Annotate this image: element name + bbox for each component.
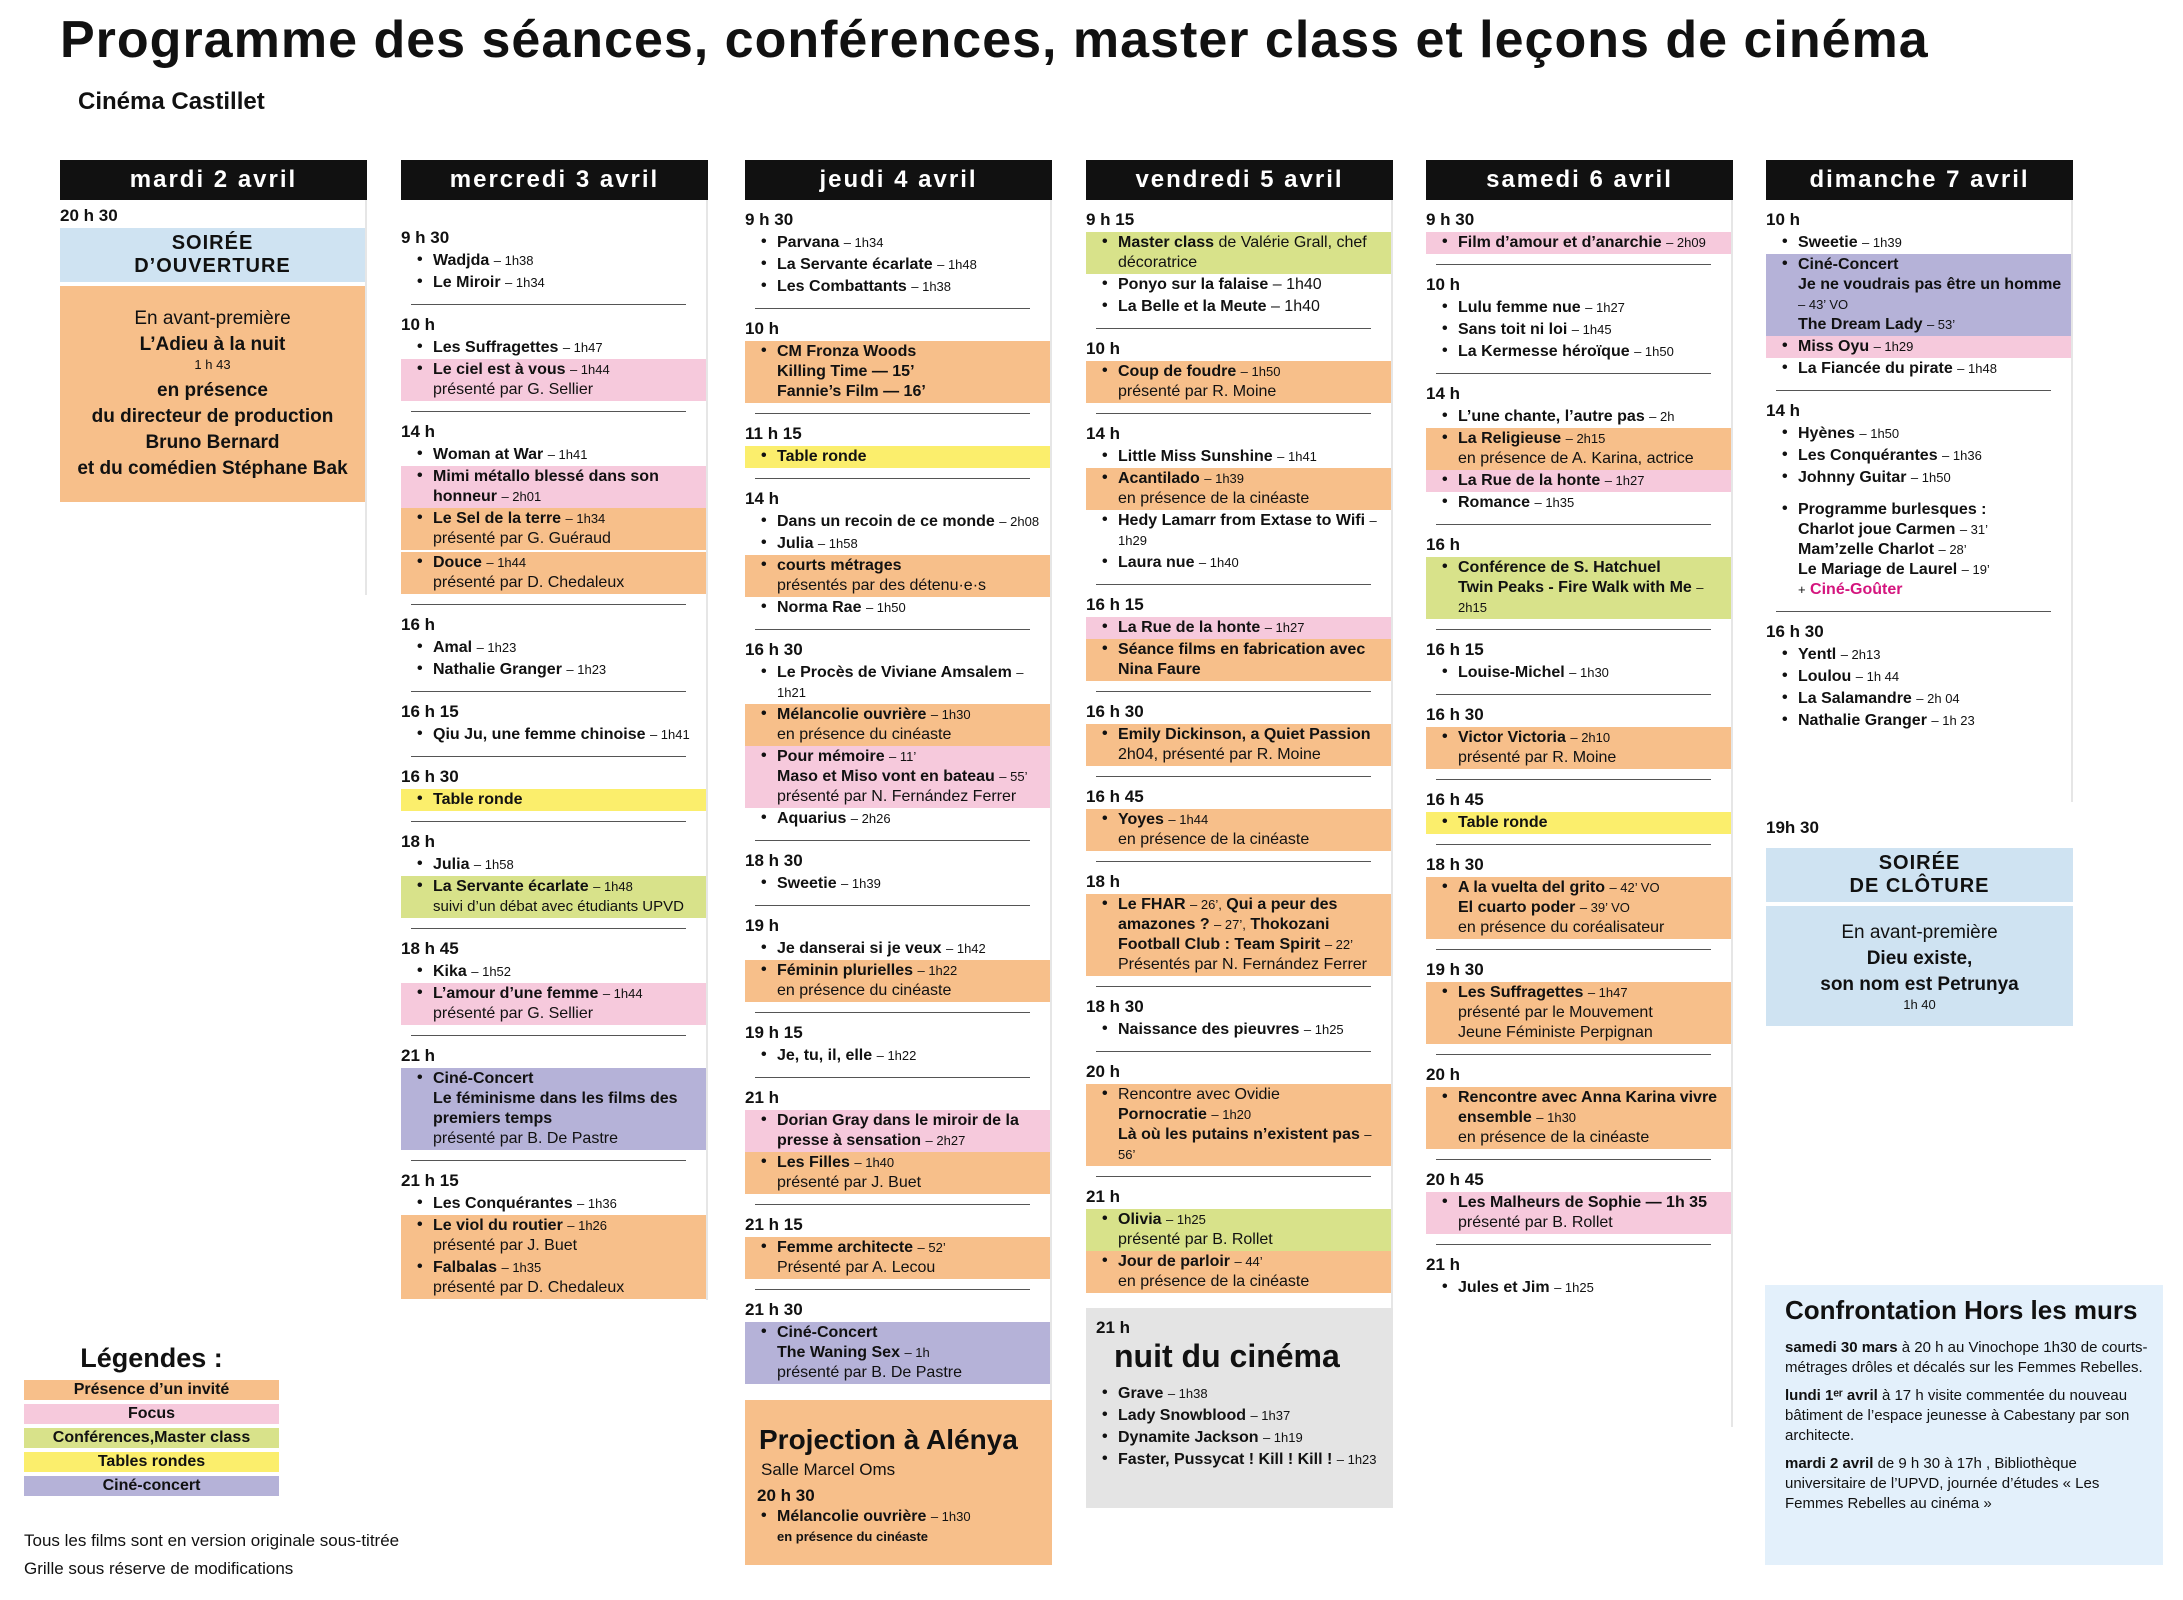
slot-time: 11 h 15 bbox=[745, 424, 802, 443]
slot-time: 21 h bbox=[745, 1088, 780, 1107]
legend-title: Légendes : bbox=[80, 1343, 223, 1373]
film-entry: • Le Procès de Viviane Amsalem – 1h21 bbox=[745, 662, 1050, 704]
slot-time: 9 h 30 bbox=[1426, 210, 1475, 229]
film-entry: • Ponyo sur la falaise – 1h40 bbox=[1086, 274, 1391, 296]
film-entry: • Naissance des pieuvres – 1h25 bbox=[1086, 1019, 1391, 1041]
slot-time: 10 h bbox=[745, 319, 780, 338]
day-header: jeudi 4 avril bbox=[745, 160, 1052, 200]
film-entry: • Amal – 1h23 bbox=[401, 637, 706, 659]
slot-time: 9 h 15 bbox=[1086, 210, 1135, 229]
slot-time: 10 h bbox=[1426, 275, 1461, 294]
slot-time: 19 h 30 bbox=[1426, 960, 1484, 979]
film-entry: • Lulu femme nue – 1h27 bbox=[1426, 297, 1731, 319]
slot-time: 16 h 30 bbox=[401, 767, 459, 786]
opening-title: SOIRÉE D’OUVERTURE bbox=[60, 228, 365, 282]
day-header: mardi 2 avril bbox=[60, 160, 367, 200]
slot-time: 16 h bbox=[1426, 535, 1461, 554]
film-title: L’Adieu à la nuit bbox=[139, 334, 286, 355]
film-entry: • Mélancolie ouvrière – 1h30 en présence du cinéaste bbox=[745, 704, 1050, 746]
legend-item-conferences: Conférences,Master class bbox=[24, 1428, 279, 1448]
slot-time: 21 h 15 bbox=[401, 1171, 459, 1190]
film-entry: • Grave – 1h38 bbox=[1086, 1383, 1393, 1405]
film-entry: • La Belle et la Meute – 1h40 bbox=[1086, 296, 1391, 318]
conference-entry: • Conférence de S. Hatchuel Twin Peaks - Fire Walk with Me – 2h15 bbox=[1426, 557, 1731, 619]
confrontation-box: Confrontation Hors les murs samedi 30 mars à 20 h au Vinochope 1h30 de courts-métrages drôles et décalés sur les Femmes Rebelles. lundi 1ᵉʳ avril à 17 h visite commentée du nouveau bâtiment de l’espace jeunesse à Cabestany par son architecte. mardi 2 avril de 9 h 30 à 17h , Bibliothèque universitaire de l’UPVD, journée d’études « Les Femmes Rebelles au cinéma » bbox=[1765, 1285, 2163, 1565]
slot-time: 16 h 30 bbox=[1426, 705, 1484, 724]
film-entry: • Parvana – 1h34 bbox=[745, 232, 1050, 254]
film-entry: • Kika – 1h52 bbox=[401, 961, 706, 983]
cine-concert-entry: • Ciné-Concert Je ne voudrais pas être un homme – 43’ VO The Dream Lady – 53’ bbox=[1766, 254, 2071, 336]
film-entry: • Le FHAR – 26’, Qui a peur des amazones ? – 27’, Thokozani Football Club : Team Spirit – 22’ Présentés par N. Fernández Ferrer bbox=[1086, 894, 1391, 976]
venue-name: Cinéma Castillet bbox=[78, 88, 265, 115]
film-entry: • Coup de foudre – 1h50 présenté par R. Moine bbox=[1086, 361, 1391, 403]
film-entry: • Le Miroir – 1h34 bbox=[401, 272, 706, 294]
slot-time: 21 h bbox=[1086, 1187, 1121, 1206]
film-entry: • La Rue de la honte – 1h27 bbox=[1086, 617, 1391, 639]
footer-notes: Tous les films sont en version originale sous-titrée Grille sous réserve de modifications bbox=[24, 1531, 400, 1578]
slot-time: 16 h 30 bbox=[1086, 702, 1144, 721]
film-entry: • L’amour d’une femme – 1h44 présenté par G. Sellier bbox=[401, 983, 706, 1025]
day-column-mardi bbox=[60, 160, 367, 595]
day-column-dimanche bbox=[1766, 160, 2073, 1026]
day-column-samedi bbox=[1426, 160, 1733, 1427]
legend-item-tables-rondes: Tables rondes bbox=[24, 1452, 279, 1472]
film-entry: • La Religieuse – 2h15 en présence de A. Karina, actrice bbox=[1426, 428, 1731, 470]
day-header: dimanche 7 avril bbox=[1766, 160, 2073, 200]
film-entry: • Programme burlesques : Charlot joue Carmen – 31’ Mam’zelle Charlot – 28’ Le Mariage de Laurel – 19’ + Ciné-Goûter bbox=[1766, 499, 2071, 601]
film-entry: • Qiu Ju, une femme chinoise – 1h41 bbox=[401, 724, 706, 746]
film-entry: • Miss Oyu – 1h29 bbox=[1766, 336, 2071, 358]
film-entry: • Sans toit ni loi – 1h45 bbox=[1426, 319, 1731, 341]
slot-time: 20 h bbox=[1426, 1065, 1461, 1084]
film-entry: • Woman at War – 1h41 bbox=[401, 444, 706, 466]
film-entry: • Victor Victoria – 2h10 présenté par R. Moine bbox=[1426, 727, 1731, 769]
slot-time: 14 h bbox=[745, 489, 780, 508]
film-entry: • Femme architecte – 52’ Présenté par A. Lecou bbox=[745, 1237, 1050, 1279]
film-entry: • Je danserai si je veux – 1h42 bbox=[745, 938, 1050, 960]
slot-time: 20 h 30 bbox=[60, 206, 118, 225]
slot-time: 21 h 15 bbox=[745, 1215, 803, 1234]
slot-time: 16 h 45 bbox=[1426, 790, 1484, 809]
master-class-entry: • Master class de Valérie Grall, chef décoratrice bbox=[1086, 232, 1391, 274]
film-entry: • Pour mémoire – 11’ Maso et Miso vont en bateau – 55’ présenté par N. Fernández Ferrer bbox=[745, 746, 1050, 808]
film-entry: • Dynamite Jackson – 1h19 bbox=[1086, 1427, 1393, 1449]
nuit-du-cinema-box: 21 h nuit du cinéma • Grave – 1h38 • Lady Snowblood – 1h37 • Dynamite Jackson – 1h19 • Faster, Pussycat ! Kill ! Kill ! – 1h23 bbox=[1086, 1308, 1393, 1508]
film-entry: • Rencontre avec Anna Karina vivre ensemble – 1h30 en présence de la cinéaste bbox=[1426, 1087, 1731, 1149]
film-entry: • Louise-Michel – 1h30 bbox=[1426, 662, 1731, 684]
film-entry: • Loulou – 1h 44 bbox=[1766, 666, 2071, 688]
film-entry: • Lady Snowblood – 1h37 bbox=[1086, 1405, 1393, 1427]
film-entry: • Olivia – 1h25 présenté par B. Rollet bbox=[1086, 1209, 1391, 1251]
film-entry: • La Servante écarlate – 1h48 bbox=[745, 254, 1050, 276]
legend-item-focus: Focus bbox=[24, 1404, 279, 1424]
slot-time: 14 h bbox=[1086, 424, 1121, 443]
film-entry: • Le ciel est à vous – 1h44 présenté par G. Sellier bbox=[401, 359, 706, 401]
film-entry: • Les Malheurs de Sophie — 1h 35 présenté par B. Rollet bbox=[1426, 1192, 1731, 1234]
film-entry: • Acantilado – 1h39 en présence de la cinéaste bbox=[1086, 468, 1391, 510]
film-entry: • Le Sel de la terre – 1h34 présenté par G. Guéraud bbox=[401, 508, 706, 550]
slot-time: 18 h bbox=[1086, 872, 1121, 891]
day-column-mercredi bbox=[401, 160, 708, 1300]
film-entry: • Les Suffragettes – 1h47 présenté par le Mouvement Jeune Féministe Perpignan bbox=[1426, 982, 1731, 1044]
film-entry: • Johnny Guitar – 1h50 bbox=[1766, 467, 2071, 489]
film-entry: • Hyènes – 1h50 bbox=[1766, 423, 2071, 445]
film-entry: • Romance – 1h35 bbox=[1426, 492, 1731, 514]
film-entry: • CM Fronza Woods Killing Time — 15’ Fannie’s Film — 16’ bbox=[745, 341, 1050, 403]
film-entry: • courts métrages présentés par des détenu·e·s bbox=[745, 555, 1050, 597]
day-header: samedi 6 avril bbox=[1426, 160, 1733, 200]
film-entry: • Julia – 1h58 bbox=[745, 533, 1050, 555]
film-entry: • Séance films en fabrication avec Nina Faure bbox=[1086, 639, 1391, 681]
film-entry: • Wadjda – 1h38 bbox=[401, 250, 706, 272]
slot-time: 18 h 45 bbox=[401, 939, 459, 958]
slot-time: 14 h bbox=[1766, 401, 1801, 420]
slot-time: 10 h bbox=[1086, 339, 1121, 358]
film-entry: • Féminin plurielles – 1h22 en présence du cinéaste bbox=[745, 960, 1050, 1002]
film-entry: • Hedy Lamarr from Extase to Wifi – 1h29 bbox=[1086, 510, 1391, 552]
slot-time: 18 h 30 bbox=[1426, 855, 1484, 874]
film-entry: • Je, tu, il, elle – 1h22 bbox=[745, 1045, 1050, 1067]
slot-time: 16 h 15 bbox=[401, 702, 459, 721]
film-entry: • La Fiancée du pirate – 1h48 bbox=[1766, 358, 2071, 380]
legend-item-invite: Présence d’un invité bbox=[24, 1380, 279, 1400]
film-entry: • Julia – 1h58 bbox=[401, 854, 706, 876]
slot-time: 18 h 30 bbox=[1086, 997, 1144, 1016]
film-entry: • Nathalie Granger – 1h 23 bbox=[1766, 710, 2071, 732]
slot-time: 18 h 30 bbox=[745, 851, 803, 870]
film-entry: • Film d’amour et d’anarchie – 2h09 bbox=[1426, 232, 1731, 254]
legend-item-cine-concert: Ciné-concert bbox=[24, 1476, 279, 1496]
day-header: mercredi 3 avril bbox=[401, 160, 708, 200]
film-entry: • Mimi métallo blessé dans son honneur – 2h01 bbox=[401, 466, 706, 508]
day-header: vendredi 5 avril bbox=[1086, 160, 1393, 200]
film-entry: • Jules et Jim – 1h25 bbox=[1426, 1277, 1731, 1299]
alenya-projection-box: Projection à Alénya Salle Marcel Oms 20 h 30 • Mélancolie ouvrière – 1h30 en présence du cinéaste bbox=[745, 1400, 1052, 1565]
slot-time: 16 h bbox=[401, 615, 436, 634]
film-entry: • Dorian Gray dans le miroir de la presse à sensation – 2h27 bbox=[745, 1110, 1050, 1152]
film-entry: • Le viol du routier – 1h26 présenté par J. Buet bbox=[401, 1215, 706, 1257]
round-table-entry: • Table ronde bbox=[401, 789, 706, 811]
film-entry: • Rencontre avec Ovidie Pornocratie – 1h20 Là où les putains n’existent pas – 56’ bbox=[1086, 1084, 1391, 1166]
film-entry: • Emily Dickinson, a Quiet Passion 2h04, présenté par R. Moine bbox=[1086, 724, 1391, 766]
film-entry: • Aquarius – 2h26 bbox=[745, 808, 1050, 830]
closing-title: SOIRÉE DE CLÔTURE bbox=[1766, 848, 2073, 902]
film-entry: • Nathalie Granger – 1h23 bbox=[401, 659, 706, 681]
film-entry: • Sweetie – 1h39 bbox=[745, 873, 1050, 895]
slot-time: 10 h bbox=[401, 315, 436, 334]
film-entry: • Mélancolie ouvrière – 1h30 en présence du cinéaste bbox=[745, 1506, 1052, 1548]
cine-concert-entry: • Ciné-Concert The Waning Sex – 1h présenté par B. De Pastre bbox=[745, 1322, 1050, 1384]
slot-time: 20 h bbox=[1086, 1062, 1121, 1081]
film-entry: • Jour de parloir – 44’ en présence de la cinéaste bbox=[1086, 1251, 1391, 1293]
film-entry: • Douce – 1h44 présenté par D. Chedaleux bbox=[401, 552, 706, 594]
film-entry: • Les Conquérantes – 1h36 bbox=[1766, 445, 2071, 467]
film-entry: • Faster, Pussycat ! Kill ! Kill ! – 1h23 bbox=[1086, 1449, 1393, 1471]
film-entry: • Laura nue – 1h40 bbox=[1086, 552, 1391, 574]
confrontation-title: Confrontation Hors les murs bbox=[1785, 1295, 2138, 1325]
film-entry: • A la vuelta del grito – 42’ VO El cuarto poder – 39’ VO en présence du coréalisateur bbox=[1426, 877, 1731, 939]
slot-time: 16 h 30 bbox=[745, 640, 803, 659]
film-entry: • Les Suffragettes – 1h47 bbox=[401, 337, 706, 359]
cine-concert-entry: • Ciné-Concert Le féminisme dans les films des premiers temps présenté par B. De Pastre bbox=[401, 1068, 706, 1150]
slot-time: 21 h bbox=[401, 1046, 436, 1065]
film-entry: • Norma Rae – 1h50 bbox=[745, 597, 1050, 619]
slot-time: 16 h 30 bbox=[1766, 622, 1824, 641]
film-entry: • Sweetie – 1h39 bbox=[1766, 232, 2071, 254]
slot-time: 21 h bbox=[1426, 1255, 1461, 1274]
film-entry: • Les Filles – 1h40 présenté par J. Buet bbox=[745, 1152, 1050, 1194]
slot-time: 16 h 15 bbox=[1426, 640, 1484, 659]
page-title: Programme des séances, conférences, master class et leçons de cinéma bbox=[60, 11, 1929, 69]
film-entry: • L’une chante, l’autre pas – 2h bbox=[1426, 406, 1731, 428]
slot-time: 19 h 15 bbox=[745, 1023, 803, 1042]
closing-film-box: En avant-première Dieu existe, son nom est Petrunya 1h 40 bbox=[1766, 906, 2073, 1026]
opening-film-box: En avant-première L’Adieu à la nuit 1 h 43 en présence du directeur de production Bruno Bernard et du comédien Stéphane Bak bbox=[60, 286, 365, 502]
film-entry: • La Kermesse héroïque – 1h50 bbox=[1426, 341, 1731, 363]
slot-time: 16 h 15 bbox=[1086, 595, 1144, 614]
legend bbox=[24, 1343, 279, 1500]
slot-time: 19h 30 bbox=[1766, 818, 1819, 837]
round-table-entry: • Table ronde bbox=[745, 446, 1050, 468]
day-column-jeudi bbox=[745, 160, 1052, 1402]
film-entry: • La Servante écarlate – 1h48 suivi d’un débat avec étudiants UPVD bbox=[401, 876, 706, 918]
slot-time: 14 h bbox=[401, 422, 436, 441]
film-entry: • Yoyes – 1h44 en présence de la cinéaste bbox=[1086, 809, 1391, 851]
film-entry: • Yentl – 2h13 bbox=[1766, 644, 2071, 666]
slot-time: 20 h 45 bbox=[1426, 1170, 1484, 1189]
film-entry: • La Rue de la honte – 1h27 bbox=[1426, 470, 1731, 492]
film-entry: • Dans un recoin de ce monde – 2h08 bbox=[745, 511, 1050, 533]
slot-time: 9 h 30 bbox=[401, 228, 450, 247]
slot-time: 14 h bbox=[1426, 384, 1461, 403]
film-entry: • Little Miss Sunshine – 1h41 bbox=[1086, 446, 1391, 468]
slot-time: 18 h bbox=[401, 832, 436, 851]
film-entry: • Les Conquérantes – 1h36 bbox=[401, 1193, 706, 1215]
day-column-vendredi bbox=[1086, 160, 1393, 1342]
slot-time: 19 h bbox=[745, 916, 780, 935]
round-table-entry: • Table ronde bbox=[1426, 812, 1731, 834]
film-entry: • Falbalas – 1h35 présenté par D. Chedaleux bbox=[401, 1257, 706, 1299]
slot-time: 16 h 45 bbox=[1086, 787, 1144, 806]
slot-time: 21 h 30 bbox=[745, 1300, 803, 1319]
film-entry: • La Salamandre – 2h 04 bbox=[1766, 688, 2071, 710]
film-entry: • Les Combattants – 1h38 bbox=[745, 276, 1050, 298]
slot-time: 9 h 30 bbox=[745, 210, 794, 229]
slot-time: 10 h bbox=[1766, 210, 1801, 229]
